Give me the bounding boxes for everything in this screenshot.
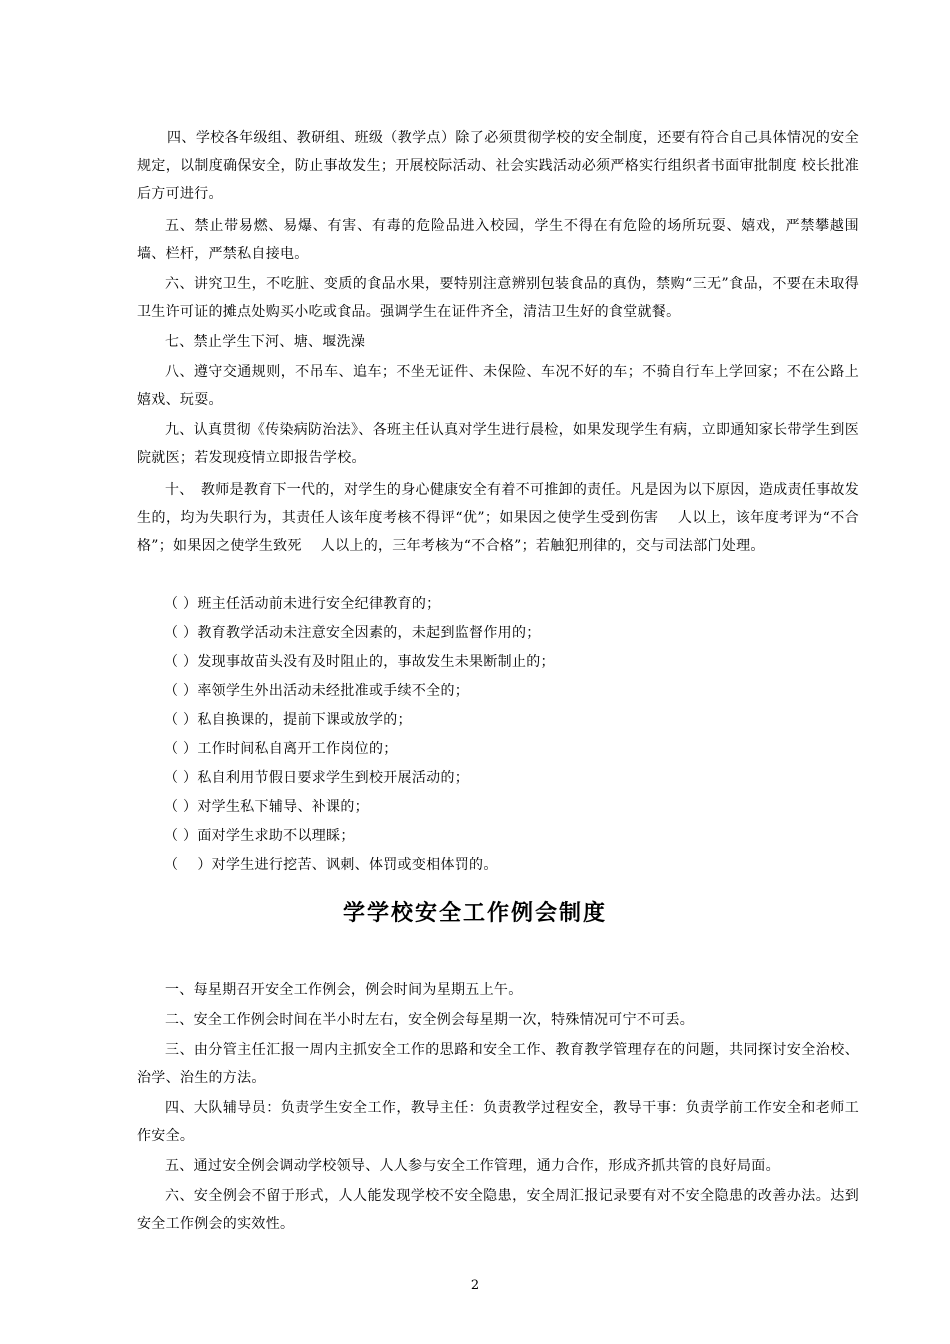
list-item: （ ）对学生进行挖苦、讽刺、体罚或变相体罚的。 [164,857,498,873]
rule-paragraph-4: 四、学校各年级组、教研组、班级（教学点）除了必须贯彻学校的安全制度，还要有符合自己具体情况的安全规定，以制度确保安全，防止事故发生；开展校际活动、社会实践活动必须严格实行组织者书面审批制度 校长批准后方可进行。 [137,130,859,202]
rule-paragraph-10: 十、 教师是教育下一代的，对学生的身心健康安全有着不可推卸的责任。凡是因为以下原因，造成责任事故发生的，均为失职行为，其责任人该年度考核不得评“优”；如果因之使学生受到伤害 人以上，该年度考评为“不合格”；如果因之使学生致死 人以上的，三年考核为“不合格”；若触犯刑律的，交与司法部门处理。 [137,482,859,554]
rule-paragraph-6: 六、讲究卫生，不吃脏、变质的食品水果，要特别注意辨别包装食品的真伪，禁购“三无”食品，不要在未取得卫生许可证的摊点处购买小吃或食品。强调学生在证件齐全，清洁卫生好的食堂就餐。 [137,276,859,320]
list-item: （ ）私自换课的，提前下课或放学的； [164,712,412,728]
meeting-paragraph-6: 六、安全例会不留于形式，人人能发现学校不安全隐患，安全周汇报记录要有对不安全隐患的改善办法。达到安全工作例会的实效性。 [137,1188,859,1232]
section-title: 学学校安全工作例会制度 [342,900,607,926]
meeting-paragraph-2: 二、安全工作例会时间在半小时左右，安全例会每星期一次，特殊情况可宁不可丢。 [165,1012,695,1028]
list-item: （ ）工作时间私自离开工作岗位的； [164,741,398,757]
rule-paragraph-5: 五、禁止带易燃、易爆、有害、有毒的危险品进入校园，学生不得在有危险的场所玩耍、嬉戏，严禁攀越围墙、栏杆，严禁私自接电。 [137,218,859,262]
list-item: （ ）班主任活动前未进行安全纪律教育的； [164,596,441,612]
meeting-paragraph-3: 三、由分管主任汇报一周内主抓安全工作的思路和安全工作、教育教学管理存在的问题，共同探讨安全治校、治学、治生的方法。 [137,1042,859,1086]
list-item: （ ）发现事故苗头没有及时阻止的，事故发生未果断制止的； [164,654,555,670]
list-item: （ ）率领学生外出活动未经批准或手续不全的； [164,683,470,699]
meeting-paragraph-5: 五、通过安全例会调动学校领导、人人参与安全工作管理，通力合作，形成齐抓共管的良好局面。 [165,1158,780,1174]
rule-paragraph-7: 七、禁止学生下河、塘、堰洗澡 [165,334,366,350]
list-item: （ ）私自利用节假日要求学生到校开展活动的； [164,770,470,786]
meeting-paragraph-1: 一、每星期召开安全工作例会，例会时间为星期五上午。 [165,982,523,998]
list-item: （ ）教育教学活动未注意安全因素的，未起到监督作用的； [164,625,541,641]
list-item: （ ）面对学生求助不以理睬； [164,828,355,844]
rule-paragraph-8: 八、遵守交通规则，不吊车、追车；不坐无证件、未保险、车况不好的车；不骑自行车上学回家；不在公路上嬉戏、玩耍。 [137,364,859,408]
page-number: 2 [470,1278,480,1293]
list-item: （ ）对学生私下辅导、补课的； [164,799,369,815]
meeting-paragraph-4: 四、大队辅导员：负责学生安全工作，教导主任：负责教学过程安全，教导干事：负责学前工作安全和老师工作安全。 [137,1100,859,1144]
rule-paragraph-9: 九、认真贯彻《传染病防治法》、各班主任认真对学生进行晨检，如果发现学生有病，立即通知家长带学生到医院就医；若发现疫情立即报告学校。 [137,422,859,466]
